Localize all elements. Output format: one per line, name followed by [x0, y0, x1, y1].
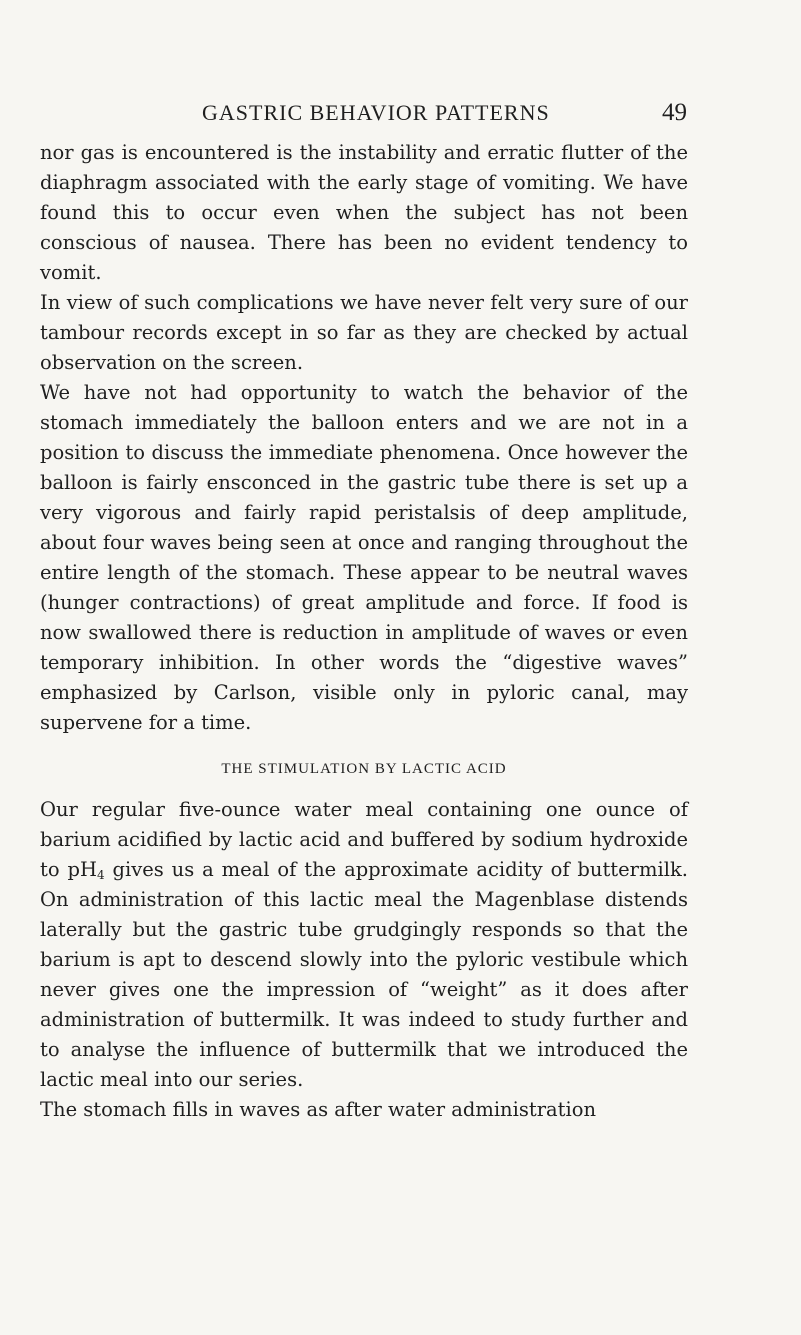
paragraph-4-part-a: Our regular five-ounce water meal containing one ounce of barium acidified by lactic acid and buffered by sodium hydroxide to pH	[40, 798, 688, 881]
paragraph-4	[40, 795, 688, 1095]
paragraph-5: The stomach fills in waves as after water administration	[40, 1098, 597, 1121]
body-text	[40, 138, 688, 1125]
section-heading: THE STIMULATION BY LACTIC ACID	[221, 761, 507, 777]
paragraph-2: In view of such complications we have never felt very sure of our tambour records except in so far as they are checked by actual observation on the screen.	[40, 291, 688, 374]
running-title: GASTRIC BEHAVIOR PATTERNS	[202, 100, 550, 125]
page-number: 49	[662, 99, 687, 126]
paragraph-3: We have not had opportunity to watch the behavior of the stomach immediately the balloon enters and we are not in a position to discuss the immediate phenomena. Once however the balloon is fairly ensconced in the gastric tube there is set up a very vigorous and fairly rapid peristalsis of deep amplitude, about four waves being seen at once and ranging throughout the entire length of the stomach. These appear to be neutral waves (hunger contractions) of great amplitude and force. If food is now swallowed there is reduction in amplitude of waves or even temporary inhibition. In other words the “digestive waves” emphasized by Carlson, visible only in pyloric canal, may supervene for a time.	[40, 381, 688, 734]
ph-subscript: 4	[96, 868, 105, 882]
paragraph-1: nor gas is encountered is the instability and erratic flutter of the diaphragm associated with the early stage of vomiting. We have found this to occur even when the subject has not been conscious of nausea. There has been no evident tendency to vomit.	[40, 141, 688, 284]
paragraph-4-part-b: gives us a meal of the approximate acidity of buttermilk. On administration of this lactic meal the Magenblase distends laterally but the gastric tube grudgingly responds so that the barium is apt to descend slowly into the pyloric vestibule which never gives one the impression of “weight” as it does after administration of buttermilk. It was indeed to study further and to analyse the influence of buttermilk that we introduced the lactic meal into our series.	[40, 858, 688, 1091]
running-head	[40, 96, 687, 130]
